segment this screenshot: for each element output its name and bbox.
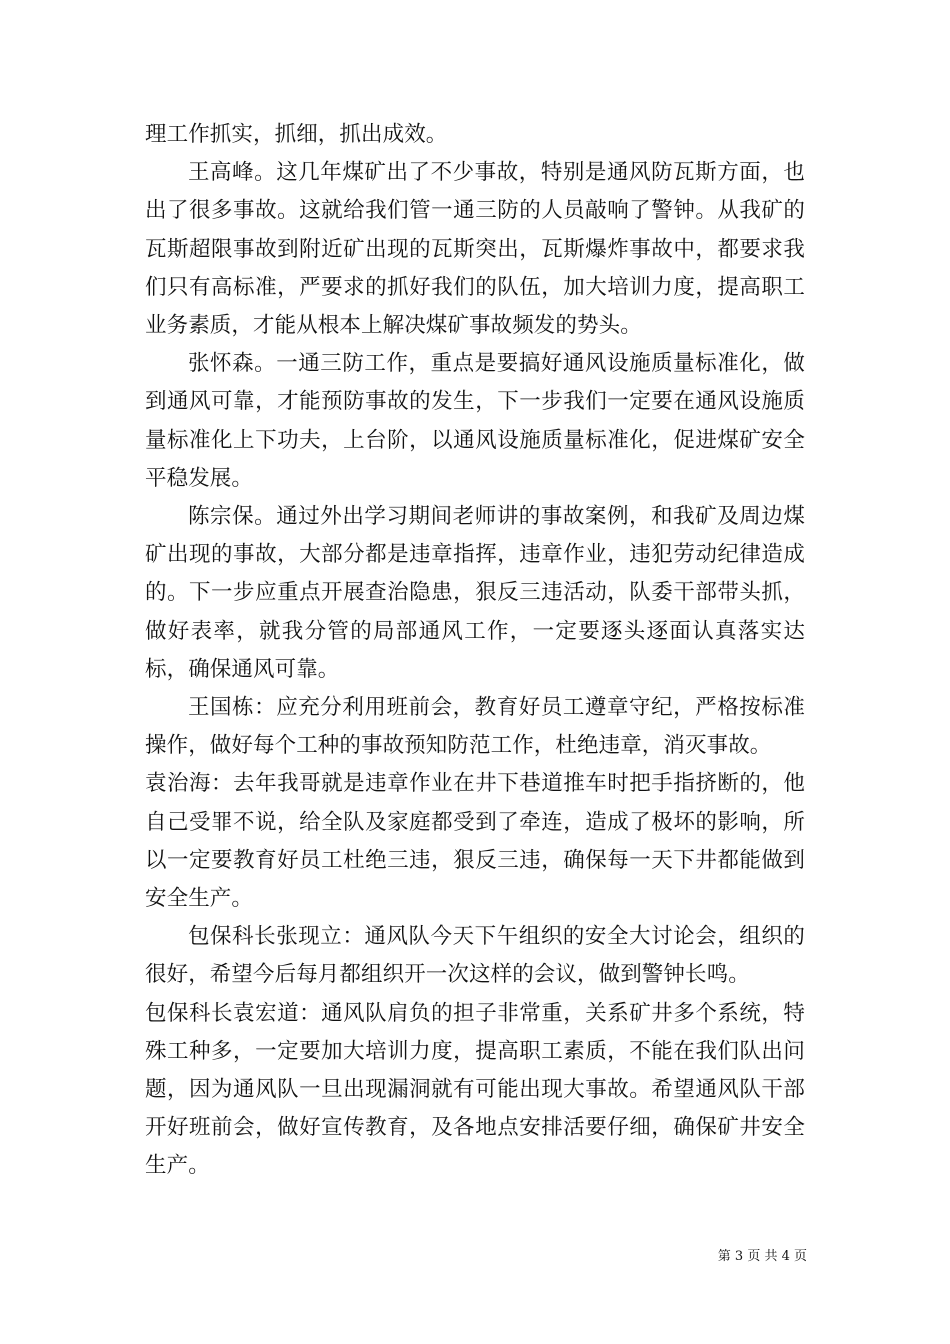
- paragraph-chen-zongbao: 陈宗保。通过外出学习期间老师讲的事故案例，和我矿及周边煤矿出现的事故，大部分都是违章指挥，违章作业，违犯劳动纪律造成的。下一步应重点开展查治隐患，狠反三违活动，队委干部带头抓，做好表率，就我分管的局部通风工作，一定要逐头逐面认真落实达标，确保通风可靠。: [145, 504, 805, 682]
- paragraph-zhang-huaisen: 张怀森。一通三防工作，重点是要搞好通风设施质量标准化，做到通风可靠，才能预防事故的发生，下一步我们一定要在通风设施质量标准化上下功夫，上台阶，以通风设施质量标准化，促进煤矿安全平稳发展。: [145, 351, 805, 491]
- paragraph-wang-gaofeng: 王高峰。这几年煤矿出了不少事故，特别是通风防瓦斯方面，也出了很多事故。这就给我们管一通三防的人员敲响了警钟。从我矿的瓦斯超限事故到附近矿出现的瓦斯突出，瓦斯爆炸事故中，都要求我们只有高标准，严要求的抓好我们的队伍，加大培训力度，提高职工业务素质，才能从根本上解决煤矿事故频发的势头。: [145, 160, 805, 339]
- paragraph-zhang-xianli: 包保科长张现立：通风队今天下午组织的安全大讨论会，组织的很好，希望今后每月都组织开一次这样的会议，做到警钟长鸣。: [145, 924, 805, 988]
- paragraph-continuation: 理工作抓实，抓细，抓出成效。: [145, 122, 448, 147]
- page-number: 第 3 页 共 4 页: [717, 1249, 807, 1264]
- document-body: [145, 116, 805, 1186]
- paragraph-wang-guodong: 王国栋：应充分利用班前会，教育好员工遵章守纪，严格按标准操作，做好每个工种的事故预知防范工作，杜绝违章，消灭事故。: [145, 695, 805, 759]
- paragraph-yuan-zhihai: 袁治海：去年我哥就是违章作业在井下巷道推车时把手指挤断的，他自己受罪不说，给全队及家庭都受到了牵连，造成了极坏的影响，所以一定要教育好员工杜绝三违，狠反三违，确保每一天下井都能做到安全生产。: [145, 771, 805, 912]
- paragraph-yuan-hongdao: 包保科长袁宏道：通风队肩负的担子非常重，关系矿井多个系统，特殊工种多，一定要加大培训力度，提高职工素质，不能在我们队出问题，因为通风队一旦出现漏洞就有可能出现大事故。希望通风队干部开好班前会，做好宣传教育，及各地点安排活要仔细，确保矿井安全生产。: [145, 1000, 805, 1179]
